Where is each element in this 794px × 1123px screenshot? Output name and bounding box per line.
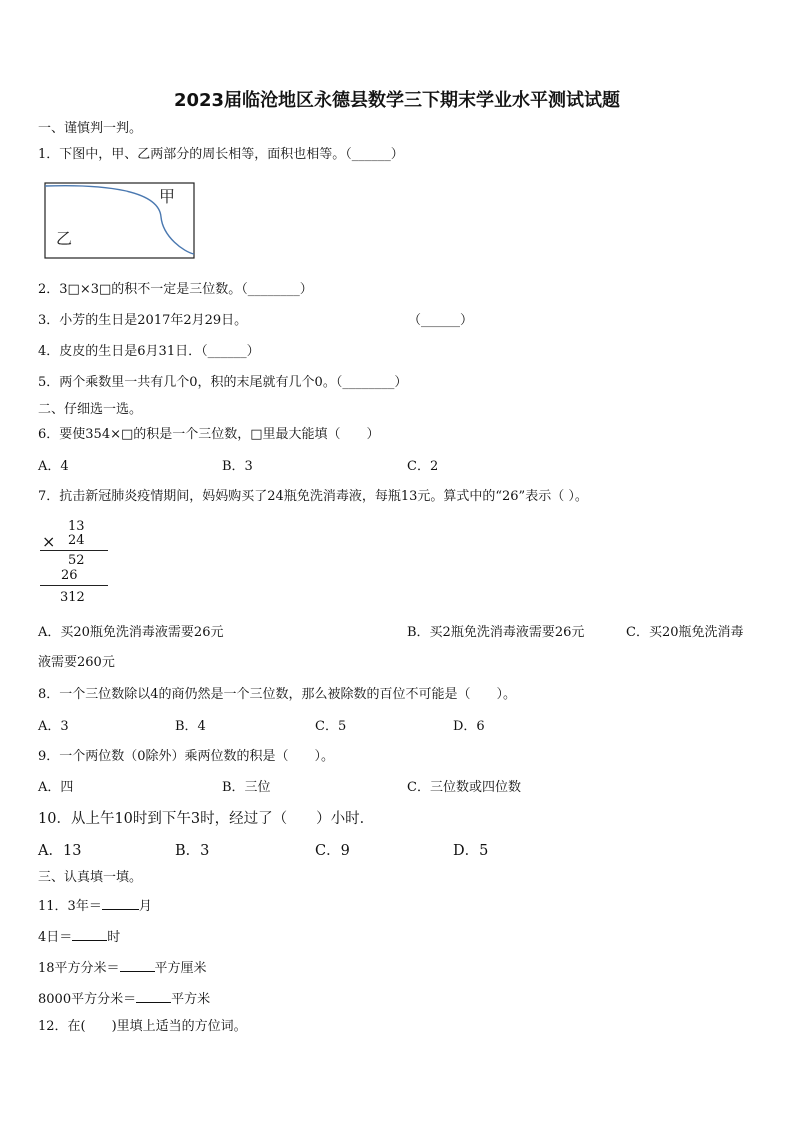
q6-option-b: B．3	[222, 459, 253, 474]
calc-multiplicand: 13	[68, 519, 85, 534]
q11-years-prefix: 11．3年＝	[38, 899, 102, 914]
q11-days-prefix: 4日＝	[38, 930, 73, 945]
q10-option-c: C．9	[315, 843, 350, 859]
question-4: 4．皮皮的生日是6月31日．（______）	[38, 344, 260, 359]
question-12: 12．在( )里填上适当的方位词。	[38, 1019, 247, 1034]
calc-partial-2: 26	[61, 568, 78, 583]
q11-area2-blank	[136, 989, 171, 1003]
q11-years-blank	[102, 896, 139, 910]
question-3-answer-blank: （______）	[408, 313, 474, 328]
calc-rule-1	[40, 550, 108, 551]
question-7: 7．抗击新冠肺炎疫情期间，妈妈购买了24瓶免洗消毒液，每瓶13元。算式中的“26”表示（ ）。	[38, 489, 588, 504]
label-jia: 甲	[159, 187, 176, 206]
q8-option-a: A．3	[38, 719, 69, 734]
question-1-figure	[44, 182, 196, 260]
q6-option-a: A．4	[38, 459, 69, 474]
q7-option-c: C．买20瓶免洗消毒	[626, 625, 744, 640]
section-heading-3: 三、认真填一填。	[38, 870, 143, 885]
q9-option-b: B．三位	[222, 780, 271, 795]
question-2: 2．3□×3□的积不一定是三位数。（________）	[38, 282, 313, 297]
q6-option-c: C．2	[407, 459, 439, 474]
question-1: 1．下图中，甲、乙两部分的周长相等，面积也相等。（______）	[38, 147, 404, 162]
question-11-days	[38, 927, 120, 946]
calc-times-sign: ×	[42, 532, 56, 551]
q9-option-a: A．四	[38, 780, 74, 795]
q10-option-d: D．5	[453, 843, 489, 859]
q11-area2-prefix: 8000平方分米＝	[38, 992, 137, 1007]
q7-vertical-multiplication	[40, 518, 110, 608]
q11-days-unit: 时	[107, 930, 121, 945]
q8-option-b: B．4	[175, 719, 206, 734]
q11-days-blank	[72, 927, 107, 941]
q10-option-a: A．13	[38, 843, 82, 859]
calc-multiplier: 24	[68, 533, 85, 548]
q7-option-a: A．买20瓶免洗消毒液需要26元	[38, 625, 224, 640]
page-title: 2023届临沧地区永德县数学三下期末学业水平测试试题	[173, 90, 621, 111]
label-yi: 乙	[56, 229, 73, 248]
question-11-area-1	[38, 958, 207, 977]
q8-option-d: D．6	[453, 719, 485, 734]
q11-area1-blank	[120, 958, 155, 972]
question-6: 6．要使354×□的积是一个三位数，□里最大能填（ ）	[38, 427, 380, 442]
calc-partial-1: 52	[68, 553, 85, 568]
question-9: 9．一个两位数（0除外）乘两位数的积是（ ）。	[38, 749, 335, 764]
q7-option-c-continued: 液需要260元	[38, 655, 115, 670]
question-11-years	[38, 896, 152, 915]
q10-option-b: B．3	[175, 843, 210, 859]
q9-option-c: C．三位数或四位数	[407, 780, 521, 795]
section-heading-1: 一、谨慎判一判。	[38, 121, 143, 136]
q11-area2-unit: 平方米	[171, 992, 211, 1007]
section-heading-2: 二、仔细选一选。	[38, 402, 143, 417]
question-10: 10．从上午10时到下午3时，经过了（ ）小时．	[38, 811, 375, 827]
q11-years-unit: 月	[138, 899, 152, 914]
q11-area1-unit: 平方厘米	[154, 961, 207, 976]
q7-option-b: B．买2瓶免洗消毒液需要26元	[407, 625, 585, 640]
calc-result: 312	[60, 590, 85, 605]
question-11-area-2	[38, 989, 210, 1008]
question-3: 3．小芳的生日是2017年2月29日。	[38, 313, 248, 328]
q8-option-c: C．5	[315, 719, 347, 734]
calc-rule-2	[40, 585, 108, 586]
q11-area1-prefix: 18平方分米＝	[38, 961, 120, 976]
question-5: 5．两个乘数里一共有几个0，积的末尾就有几个0。（________）	[38, 375, 408, 390]
question-8: 8．一个三位数除以4的商仍然是一个三位数，那么被除数的百位不可能是（ ）。	[38, 687, 517, 702]
